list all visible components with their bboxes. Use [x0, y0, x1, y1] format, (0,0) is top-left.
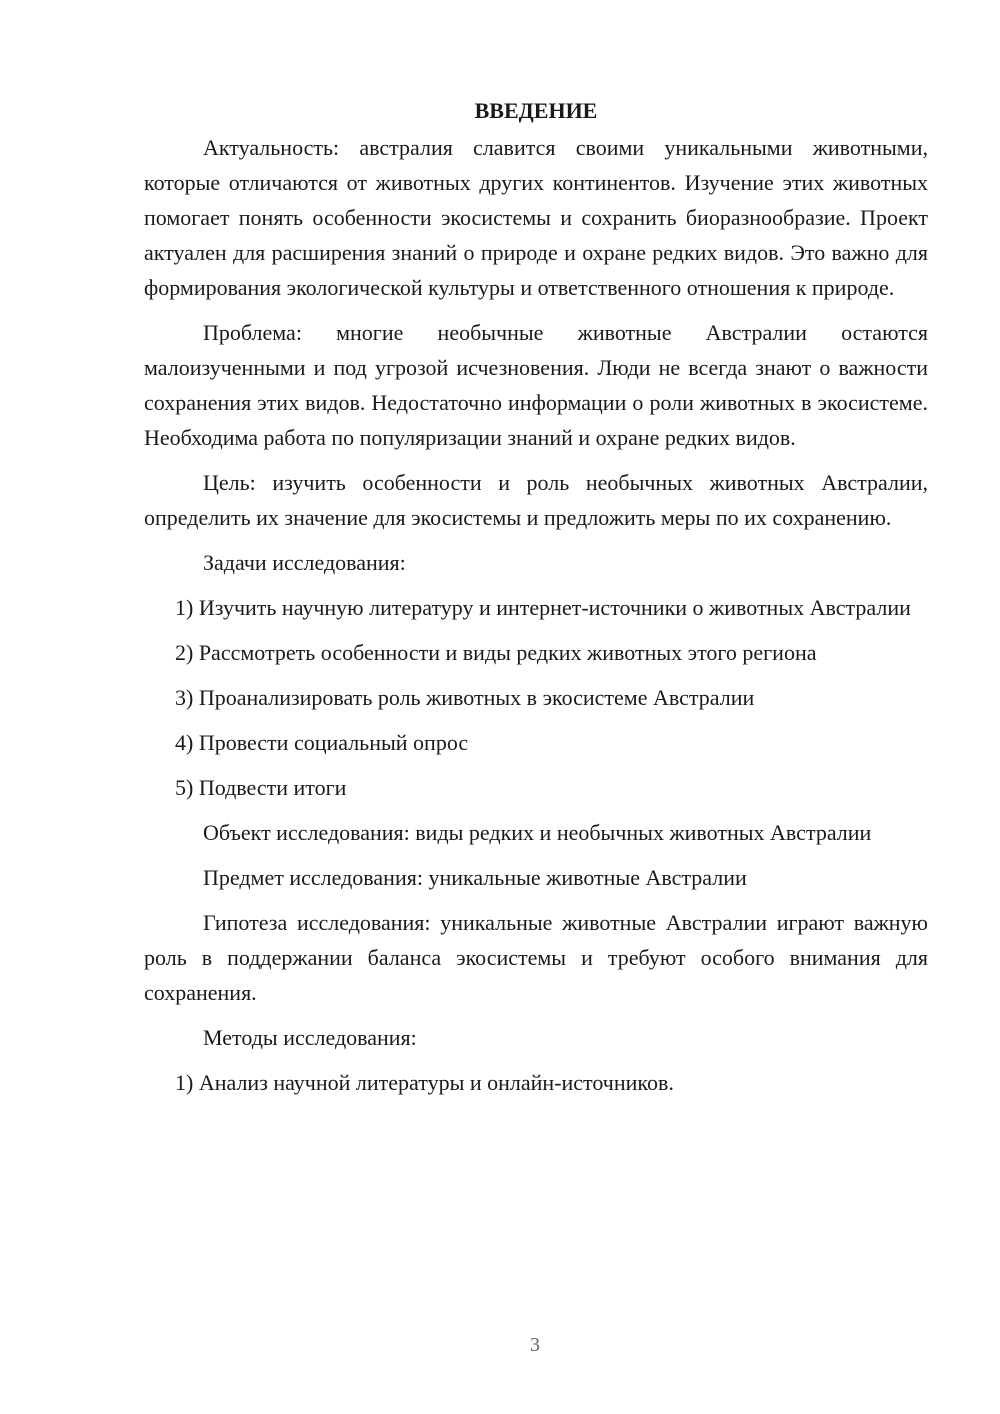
subject-paragraph: Предмет исследования: уникальные животные Австралии	[203, 865, 747, 890]
methods-heading: Методы исследования:	[203, 1025, 417, 1050]
object-paragraph: Объект исследования: виды редких и необычных животных Австралии	[203, 820, 872, 845]
task-item: 2) Рассмотреть особенности и виды редких животных этого региона	[175, 640, 817, 665]
method-item: 1) Анализ научной литературы и онлайн-источников.	[175, 1070, 674, 1095]
page-content	[144, 96, 928, 1110]
task-item: 3) Проанализировать роль животных в экосистеме Австралии	[175, 685, 755, 710]
hypothesis-paragraph: Гипотеза исследования: уникальные животные Австралии играют важную роль в поддержании баланса экосистемы и требуют особого внимания для сохранения.	[144, 910, 928, 1005]
tasks-heading: Задачи исследования:	[203, 550, 406, 575]
page-heading: ВВЕДЕНИЕ	[474, 98, 598, 123]
goal-paragraph: Цель: изучить особенности и роль необычных животных Австралии, определить их значение для экосистемы и предложить меры по их сохранению.	[144, 470, 928, 530]
page-number: 3	[530, 1334, 540, 1356]
task-item: 4) Провести социальный опрос	[175, 730, 469, 755]
task-item: 1) Изучить научную литературу и интернет-источники о животных Австралии	[175, 595, 911, 620]
relevance-paragraph: Актуальность: австралия славится своими уникальными животными, которые отличаются от животных других континентов. Изучение этих животных помогает понять особенности экосистемы и сохранить биоразнообразие. Проект актуален для расширения знаний о природе и охране редких видов. Это важно для формирования экологической культуры и ответственного отношения к природе.	[144, 135, 928, 300]
problem-paragraph: Проблема: многие необычные животные Австралии остаются малоизученными и под угрозой исчезновения. Люди не всегда знают о важности сохранения этих видов. Недостаточно информации о роли животных в экосистеме. Необходима работа по популяризации знаний и охране редких видов.	[144, 320, 928, 450]
task-item: 5) Подвести итоги	[175, 775, 347, 800]
